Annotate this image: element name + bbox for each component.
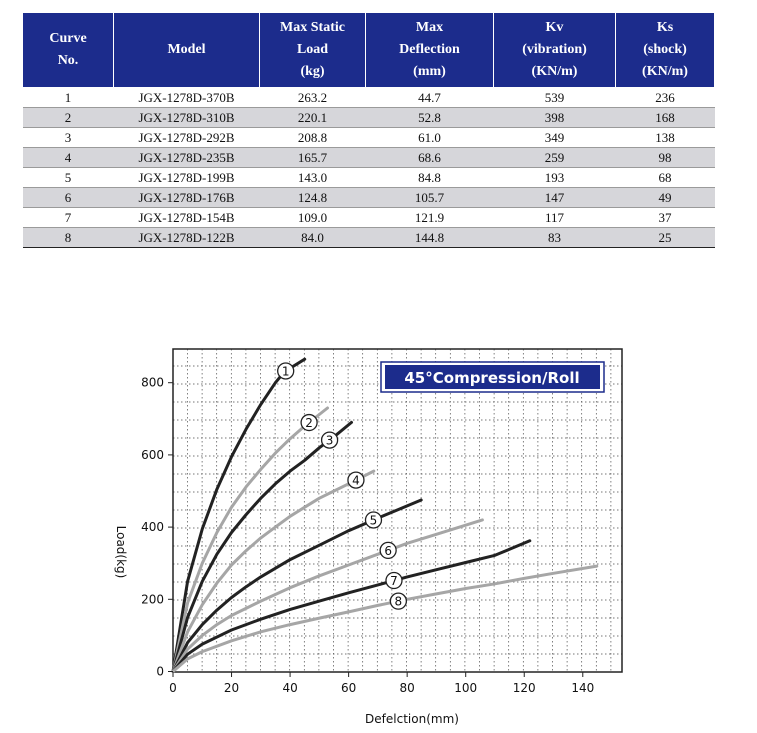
curve-2-marker — [301, 415, 317, 431]
curve-marker-label: 7 — [390, 573, 398, 588]
table-row — [23, 168, 715, 188]
table-cell: 138 — [616, 128, 715, 148]
curve-4-marker — [348, 472, 364, 488]
column-header — [23, 13, 114, 88]
table-cell: 398 — [494, 108, 616, 128]
column-header-line: No. — [57, 53, 79, 68]
chart-title: 45°Compression/Roll — [404, 369, 580, 387]
table-cell: 259 — [494, 148, 616, 168]
table-cell: 124.8 — [260, 188, 366, 208]
y-axis-label: Load(kg) — [114, 525, 128, 579]
table-cell: 25 — [616, 228, 715, 248]
curve-marker-label: 4 — [352, 473, 360, 488]
curve-marker-label: 8 — [394, 594, 403, 609]
x-tick-label: 40 — [282, 681, 298, 695]
spec-table — [22, 12, 715, 248]
x-tick-label: 120 — [512, 681, 536, 695]
table-cell: 5 — [23, 168, 114, 188]
table-cell: JGX-1278D-370B — [114, 88, 260, 108]
curve-5-marker — [365, 512, 381, 528]
table-cell: JGX-1278D-235B — [114, 148, 260, 168]
axis-ticks — [141, 376, 594, 695]
table-cell: 83 — [494, 228, 616, 248]
x-tick-label: 100 — [454, 681, 478, 695]
x-tick-label: 140 — [571, 681, 595, 695]
table-cell: 2 — [23, 108, 114, 128]
column-header-line: Deflection — [399, 42, 460, 57]
curve-3-marker — [322, 432, 338, 448]
table-cell: 263.2 — [260, 88, 366, 108]
header-row — [23, 13, 715, 88]
table-cell: JGX-1278D-310B — [114, 108, 260, 128]
table-cell: 84.8 — [366, 168, 494, 188]
column-header — [616, 13, 715, 88]
table-cell: 52.8 — [366, 108, 494, 128]
column-header-line: Model — [167, 42, 206, 57]
table-cell: 4 — [23, 148, 114, 168]
table-cell: JGX-1278D-122B — [114, 228, 260, 248]
table-cell: 105.7 — [366, 188, 494, 208]
load-deflection-chart — [0, 330, 757, 733]
y-tick-label: 200 — [141, 592, 164, 607]
table-row — [23, 228, 715, 248]
x-tick-label: 20 — [223, 681, 240, 695]
table-cell: JGX-1278D-154B — [114, 208, 260, 228]
table-cell: 143.0 — [260, 168, 366, 188]
column-header — [260, 13, 366, 88]
x-tick-label: 0 — [169, 681, 177, 695]
table-cell: 168 — [616, 108, 715, 128]
column-header-line: (kg) — [300, 64, 325, 79]
column-header-line: Max — [415, 20, 444, 35]
table-cell: 44.7 — [366, 88, 494, 108]
column-header-line: Curve — [49, 31, 87, 46]
column-header — [366, 13, 494, 88]
column-header-line: Ks — [656, 20, 674, 35]
curve-7-line — [173, 541, 530, 672]
table-header — [23, 13, 715, 88]
column-header-line: Max Static — [280, 20, 345, 35]
table-cell: 8 — [23, 228, 114, 248]
table-cell: 165.7 — [260, 148, 366, 168]
table-cell: 37 — [616, 208, 715, 228]
table-cell: 109.0 — [260, 208, 366, 228]
table-cell: 193 — [494, 168, 616, 188]
curve-marker-label: 1 — [281, 364, 290, 379]
column-header-line: (KN/m) — [531, 64, 578, 79]
curve-marker-label: 6 — [384, 543, 392, 558]
x-tick-label: 60 — [340, 681, 357, 695]
table-row — [23, 128, 715, 148]
table-cell: 49 — [616, 188, 715, 208]
table-cell: JGX-1278D-199B — [114, 168, 260, 188]
table-cell: 7 — [23, 208, 114, 228]
curve-8-marker — [390, 593, 406, 609]
curve-1-marker — [278, 363, 294, 379]
table-cell: JGX-1278D-292B — [114, 128, 260, 148]
y-tick-label: 600 — [141, 447, 164, 462]
table-cell: 117 — [494, 208, 616, 228]
column-header-line: (KN/m) — [642, 64, 688, 79]
curves — [173, 359, 597, 671]
chart-title-badge — [381, 362, 604, 392]
table-cell: 68.6 — [366, 148, 494, 168]
curve-6-marker — [380, 542, 396, 558]
curve-4-line — [173, 471, 374, 671]
column-header — [494, 13, 616, 88]
x-axis-label: Defelction(mm) — [365, 712, 459, 726]
table-cell: 147 — [494, 188, 616, 208]
table-cell: 68 — [616, 168, 715, 188]
table-row — [23, 188, 715, 208]
curve-7-marker — [386, 572, 402, 588]
table-body — [23, 88, 715, 248]
y-tick-label: 0 — [156, 664, 164, 679]
curve-marker-label: 2 — [305, 416, 313, 431]
table-cell: 144.8 — [366, 228, 494, 248]
table-cell: 208.8 — [260, 128, 366, 148]
column-header-line: (mm) — [413, 64, 446, 79]
column-header-line: (shock) — [643, 42, 687, 57]
table-row — [23, 148, 715, 168]
table-cell: 121.9 — [366, 208, 494, 228]
table-row — [23, 208, 715, 228]
table-cell: 3 — [23, 128, 114, 148]
curve-marker-label: 5 — [369, 513, 378, 528]
column-header-line: (vibration) — [522, 42, 587, 57]
table-cell: 539 — [494, 88, 616, 108]
table-cell: 349 — [494, 128, 616, 148]
table-cell: 220.1 — [260, 108, 366, 128]
column-header-line: Kv — [545, 20, 564, 35]
curve-marker-label: 3 — [325, 433, 334, 448]
table-cell: 98 — [616, 148, 715, 168]
y-tick-label: 800 — [141, 375, 164, 390]
curve-3-line — [173, 422, 352, 671]
table-row — [23, 88, 715, 108]
table-row — [23, 108, 715, 128]
table-cell: 1 — [23, 88, 114, 108]
table-cell: 61.0 — [366, 128, 494, 148]
table-cell: JGX-1278D-176B — [114, 188, 260, 208]
y-tick-label: 400 — [141, 520, 164, 535]
table-cell: 6 — [23, 188, 114, 208]
table-cell: 84.0 — [260, 228, 366, 248]
x-tick-label: 80 — [399, 681, 415, 695]
column-header — [114, 13, 260, 88]
column-header-line: Load — [296, 42, 329, 57]
table-cell: 236 — [616, 88, 715, 108]
